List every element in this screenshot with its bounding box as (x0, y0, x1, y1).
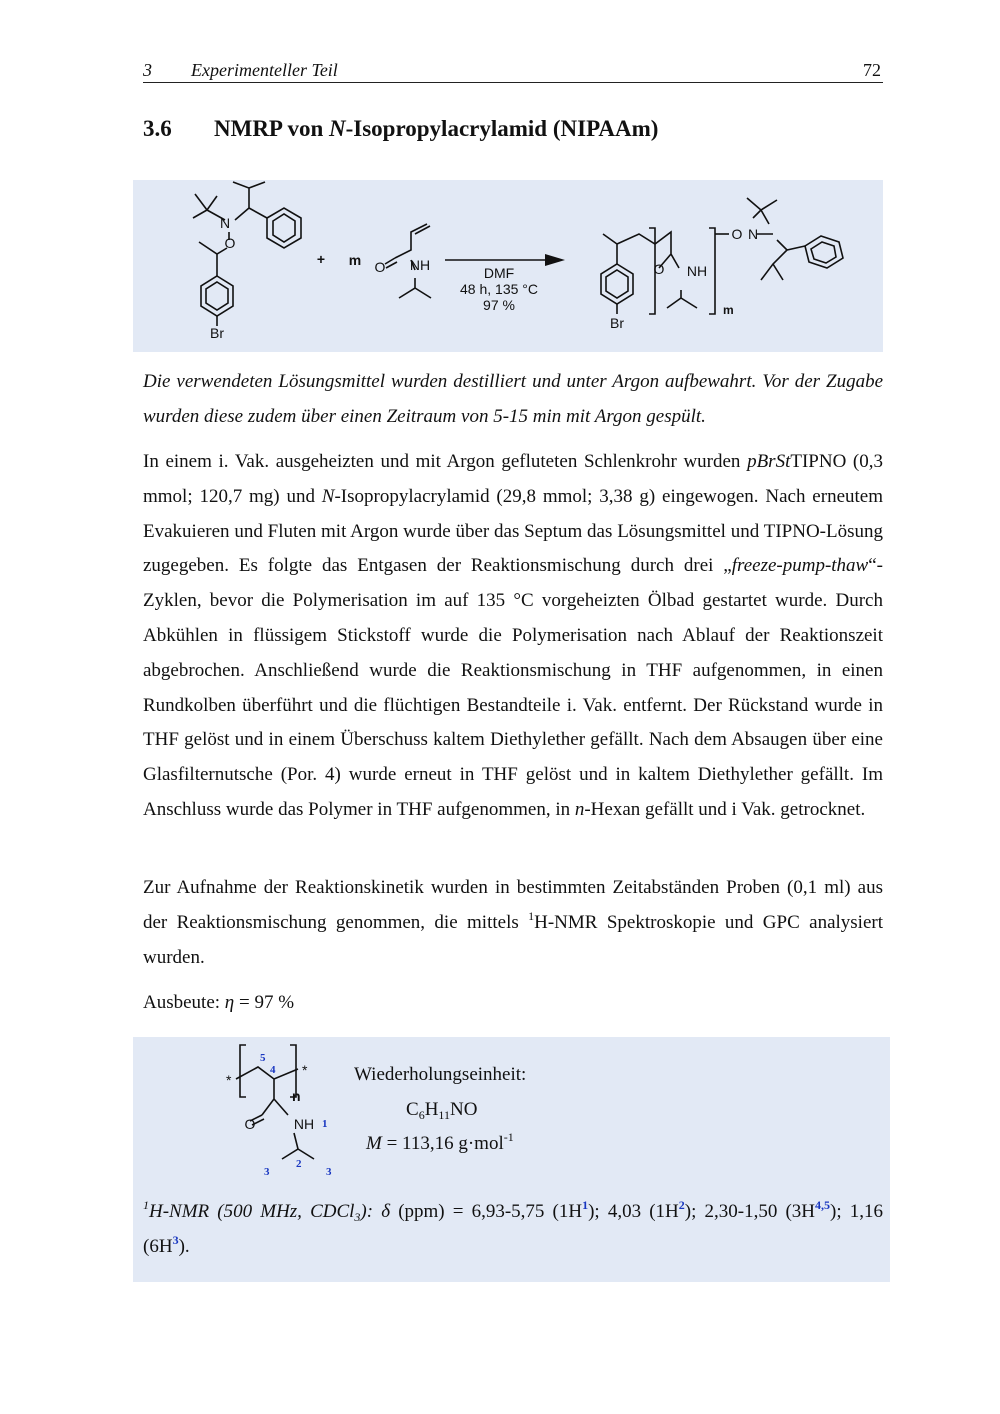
formula-c: C (406, 1099, 419, 1120)
repeat-unit-panel (133, 1037, 890, 1282)
running-header (143, 58, 883, 83)
conditions-label: 48 h, 135 °C (460, 281, 538, 297)
nmr-text-4: ); (830, 1201, 842, 1222)
nmr-delta: δ (381, 1201, 391, 1222)
section-title-post: -Isopropylacrylamid (NIPAAm) (345, 116, 659, 141)
solvent-label: DMF (483, 265, 515, 281)
nmr-text-3: ); 2,30-1,50 (3H (684, 1201, 816, 1222)
star-left: * (226, 1072, 232, 1088)
section-heading (143, 116, 658, 142)
yield-label: 97 % (483, 297, 515, 313)
product-isopropyl (667, 290, 697, 308)
procedure-italic-n: N (321, 485, 335, 507)
kinetics-sup: 1 (528, 908, 535, 923)
repeat-brackets (240, 1045, 296, 1097)
position-4: 4 (270, 1064, 276, 1076)
nmr-sup: 1 (143, 1198, 149, 1212)
page-number: 72 (863, 60, 881, 80)
subscript-m: m (723, 303, 734, 317)
product-phenyl (805, 236, 843, 268)
chapter-title: Experimenteller Teil (191, 60, 338, 80)
procedure-text-2: TIPNO (0,3 mmol; 120,7 mg) und (143, 451, 883, 507)
reaction-scheme (133, 180, 883, 352)
repeat-unit-structure (218, 1037, 418, 1187)
formula-h-sub: 11 (438, 1108, 450, 1122)
procedure-paragraph (143, 445, 883, 828)
carbonyl-double (385, 258, 397, 268)
yield-label-text: Ausbeute: (143, 992, 225, 1013)
coefficient-m: m (348, 252, 362, 268)
formula-h: H (424, 1099, 439, 1120)
phenyl-inner-ring (273, 214, 295, 242)
product-atom-n-right: N (747, 226, 759, 242)
solvent-note: Die verwendeten Lösungsmittel wurden destilliert und unter Argon aufbewahrt. Vor der Zugabe wurden diese zudem über einen Zeitraum von 5-15 min mit Argon gespült. (143, 371, 883, 427)
mass-exponent: -1 (503, 1130, 514, 1144)
procedure-text-4: “-Zyklen, bevor die Polymerisation im auf 135 °C vorgeheizten Ölbad gestartet wurde. Durch Abkühlen in flüssigem Stickstoff wurde die Polymerisation nach Ablauf der Reaktionszeit abgebrochen. Anschließend wurde die Reaktionsmischung in THF aufgenommen, in einen Rundkolben überführt und die flüchtigen Bestandteile i. Vak. entfernt. Der Rückstand wurde in THF gelöst und in einem Überschuss kaltem Diethylether gefällt. Nach dem Absaugen über eine Glasfilternutsche (Por. 4) wurde erneut in THF gelöst und in kaltem Diethylether gefällt. Im Anschluss wurde das Polymer in THF aufgenommen, in (143, 555, 883, 820)
arrow-head (545, 254, 565, 266)
nmr-label-sub: 3 (354, 1210, 361, 1224)
kinetics-paragraph (143, 871, 883, 975)
monomer-atom-o: O (374, 259, 386, 275)
atom-nh: NH (293, 1116, 315, 1132)
repeat-unit-formula (406, 1099, 477, 1121)
yield-value: = 97 % (234, 992, 295, 1013)
atom-o: O (224, 235, 236, 251)
formula-rest: NO (449, 1099, 478, 1120)
reaction-scheme-drawing (133, 180, 883, 352)
yield-line (143, 986, 883, 1021)
position-1: 1 (322, 1118, 328, 1130)
position-3-left: 3 (264, 1166, 270, 1178)
atom-br: Br (210, 325, 224, 341)
product-atom-o: O (653, 261, 665, 277)
star-right: * (302, 1062, 308, 1078)
section-title-pre: NMRP von (214, 116, 329, 141)
procedure-text-5: -Hexan gefällt und i Vak. getrocknet. (584, 798, 866, 820)
nmr-ref-1: 1 (582, 1198, 589, 1212)
procedure-italic-fpt: freeze-pump-thaw (731, 555, 869, 577)
position-5: 5 (260, 1052, 266, 1064)
nmr-label: H-NMR (500 MHz, CDCl (149, 1201, 355, 1222)
nmr-label-end: ): (360, 1201, 374, 1222)
mass-symbol: M (366, 1133, 382, 1154)
repeat-unit-label: Wiederholungseinheit: (354, 1064, 527, 1085)
repeat-bonds (236, 1067, 314, 1159)
nmr-text-2: ); 4,03 (1H (588, 1201, 679, 1222)
nmr-data (143, 1195, 883, 1265)
plus-sign: + (316, 251, 326, 267)
position-2: 2 (296, 1158, 302, 1170)
atom-n: N (219, 215, 231, 231)
procedure-italic-pbrst: pBrSt (747, 451, 791, 472)
formula-c-sub: 6 (418, 1108, 425, 1122)
product-atom-br: Br (610, 315, 624, 331)
molar-mass (366, 1130, 514, 1155)
product-atom-nh: NH (686, 263, 708, 279)
section-title-italic: N (329, 116, 346, 141)
chapter-number: 3 (143, 60, 152, 80)
product-atom-o-right: O (731, 226, 743, 242)
atom-o: O (244, 1116, 256, 1132)
kinetics-text-1: Zur Aufnahme der Reaktionskinetik wurden in bestimmten Zeitabständen Proben (0,1 ml) aus der Reaktionsmischung genommen, die mittels (143, 877, 883, 933)
nmr-text-6: ). (178, 1235, 190, 1257)
nmr-ref-3: 3 (172, 1232, 179, 1247)
kinetics-text-2: H-NMR Spektroskopie und GPC analysiert wurden. (143, 911, 883, 968)
mass-value: = 113,16 g·mol (381, 1133, 504, 1154)
subscript-n: n (292, 1088, 301, 1104)
procedure-italic-n-hexan: n (574, 798, 585, 820)
nmr-ref-2: 2 (678, 1198, 685, 1212)
position-3-right: 3 (326, 1166, 332, 1178)
bromophenyl-inner (206, 282, 228, 310)
yield-eta: η (224, 992, 235, 1013)
procedure-text-3: -Isopropylacrylamid (29,8 mmol; 3,38 g) eingewogen. Nach erneutem Evakuieren und Fluten mit Argon wurde über das Septum das Lösungsmittel und TIPNO-Lösung zugegeben. Es folgte das Entgasen der Reaktionsmischung durch drei „ (143, 485, 883, 577)
nmr-text-1: (ppm) = 6,93-5,75 (1H (390, 1201, 583, 1222)
nmr-text-5: 1,16 (6H (143, 1201, 884, 1257)
isobutyl-chain (233, 182, 267, 220)
nmr-ref-45: 4,5 (815, 1198, 831, 1212)
product-bromophenyl-inner (606, 270, 628, 298)
acryl-backbone (395, 224, 430, 258)
monomer-atom-nh: NH (409, 257, 431, 273)
procedure-text-1: In einem i. Vak. ausgeheizten und mit Argon gefluteten Schlenkrohr wurden (143, 451, 748, 472)
product-phenyl-inner (811, 242, 836, 263)
section-number: 3.6 (143, 116, 172, 141)
